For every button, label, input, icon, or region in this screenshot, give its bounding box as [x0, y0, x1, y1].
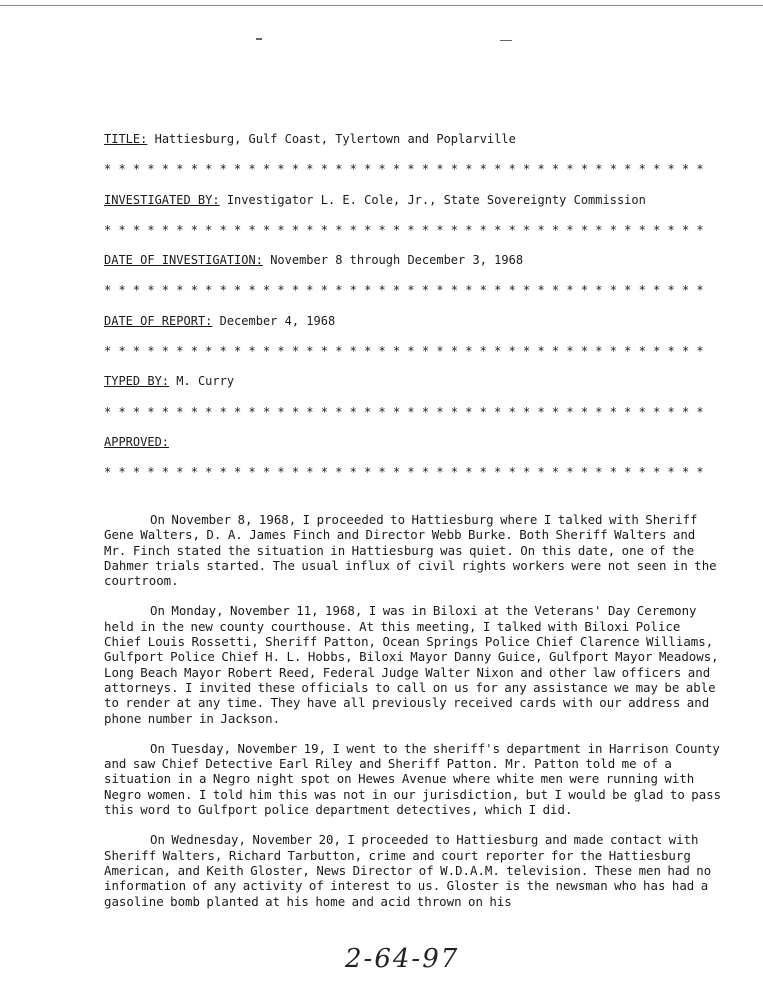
- title-row: [104, 124, 704, 154]
- approved-label: APPROVED:: [104, 434, 170, 449]
- body-paragraph: On Tuesday, November 19, I went to the sheriff's department in Harrison County and saw Chief Detective Earl Riley and Sheriff Patton. Mr. Patton told me of a situation in a Negro night spot on Hewes Avenue where white men were running with Negro women. I told him this was not in our jurisdiction, but I would be glad to pass this word to Gulfport police department detectives, which I did.: [104, 740, 722, 818]
- separator-row: * * * * * * * * * * * * * * * * * * * * * * * * * * * * * * * * * * * * * * * * * *: [104, 344, 704, 359]
- scan-edge-line: [0, 5, 763, 6]
- separator-row: * * * * * * * * * * * * * * * * * * * * * * * * * * * * * * * * * * * * * * * * * *: [104, 404, 704, 419]
- typed-by-value: M. Curry: [176, 374, 235, 389]
- investigated-value: Investigator L. E. Cole, Jr., State Sovereignty Commission: [226, 192, 646, 207]
- separator-row: * * * * * * * * * * * * * * * * * * * * * * * * * * * * * * * * * * * * * * * * * *: [104, 222, 704, 237]
- date-report-label: DATE OF REPORT:: [104, 313, 213, 328]
- approved-row: [104, 427, 704, 457]
- separator-row: * * * * * * * * * * * * * * * * * * * * * * * * * * * * * * * * * * * * * * * * * *: [104, 162, 704, 177]
- handwritten-document-number: 2-64-97: [345, 944, 460, 974]
- investigated-label: INVESTIGATED BY:: [104, 192, 220, 207]
- report-body: [104, 512, 724, 924]
- title-value: Hattiesburg, Gulf Coast, Tylertown and Poplarville: [154, 132, 516, 146]
- report-header: [104, 124, 704, 488]
- typed-by-row: [104, 366, 704, 396]
- separator-row: * * * * * * * * * * * * * * * * * * * * * * * * * * * * * * * * * * * * * * * * * *: [104, 465, 704, 480]
- title-label: TITLE:: [104, 132, 148, 146]
- scan-speck: [500, 40, 512, 41]
- body-paragraph: On November 8, 1968, I proceeded to Hattiesburg where I talked with Sheriff Gene Walters, D. A. James Finch and Director Webb Burke. Both Sheriff Walters and Mr. Finch stated the situation in Hattiesburg was quiet. On this date, one of the Dahmer trials started. The usual influx of civil rights workers were not seen in the courtroom.: [104, 512, 717, 589]
- date-report-row: [104, 306, 704, 336]
- separator-row: * * * * * * * * * * * * * * * * * * * * * * * * * * * * * * * * * * * * * * * * * *: [104, 283, 704, 298]
- investigated-row: [104, 185, 704, 215]
- date-investigation-value: November 8 through December 3, 1968: [270, 253, 524, 268]
- scan-speck: [256, 38, 262, 40]
- body-paragraph: On Wednesday, November 20, I proceeded to Hattiesburg and made contact with Sheriff Walters, Richard Tarbutton, crime and court reporter for the Hattiesburg American, and Keith Gloster, News Director of W.D.A.M. television. These men had no information of any activity of interest to us. Gloster is the newsman who has had a gasoline bomb planted at his home and acid thrown on his: [104, 832, 712, 909]
- date-investigation-label: DATE OF INVESTIGATION:: [104, 253, 263, 268]
- date-investigation-row: [104, 245, 704, 275]
- date-report-value: December 4, 1968: [219, 313, 336, 328]
- body-paragraph: On Monday, November 11, 1968, I was in Biloxi at the Veterans' Day Ceremony held in the new county courthouse. At this meeting, I talked with Biloxi Police Chief Louis Rossetti, Sheriff Patton, Ocean Springs Police Chief Clarence Williams, Gulfport Police Chief H. L. Hobbs, Biloxi Mayor Danny Guice, Gulfport Mayor Meadows, Long Beach Mayor Robert Reed, Federal Judge Walter Nixon and other law officers and attorneys. I invited these officials to call on us for any assistance we may be able to render at any time. They have all previously received cards with our address and phone number in Jackson.: [104, 603, 719, 726]
- typed-by-label: TYPED BY:: [104, 374, 170, 389]
